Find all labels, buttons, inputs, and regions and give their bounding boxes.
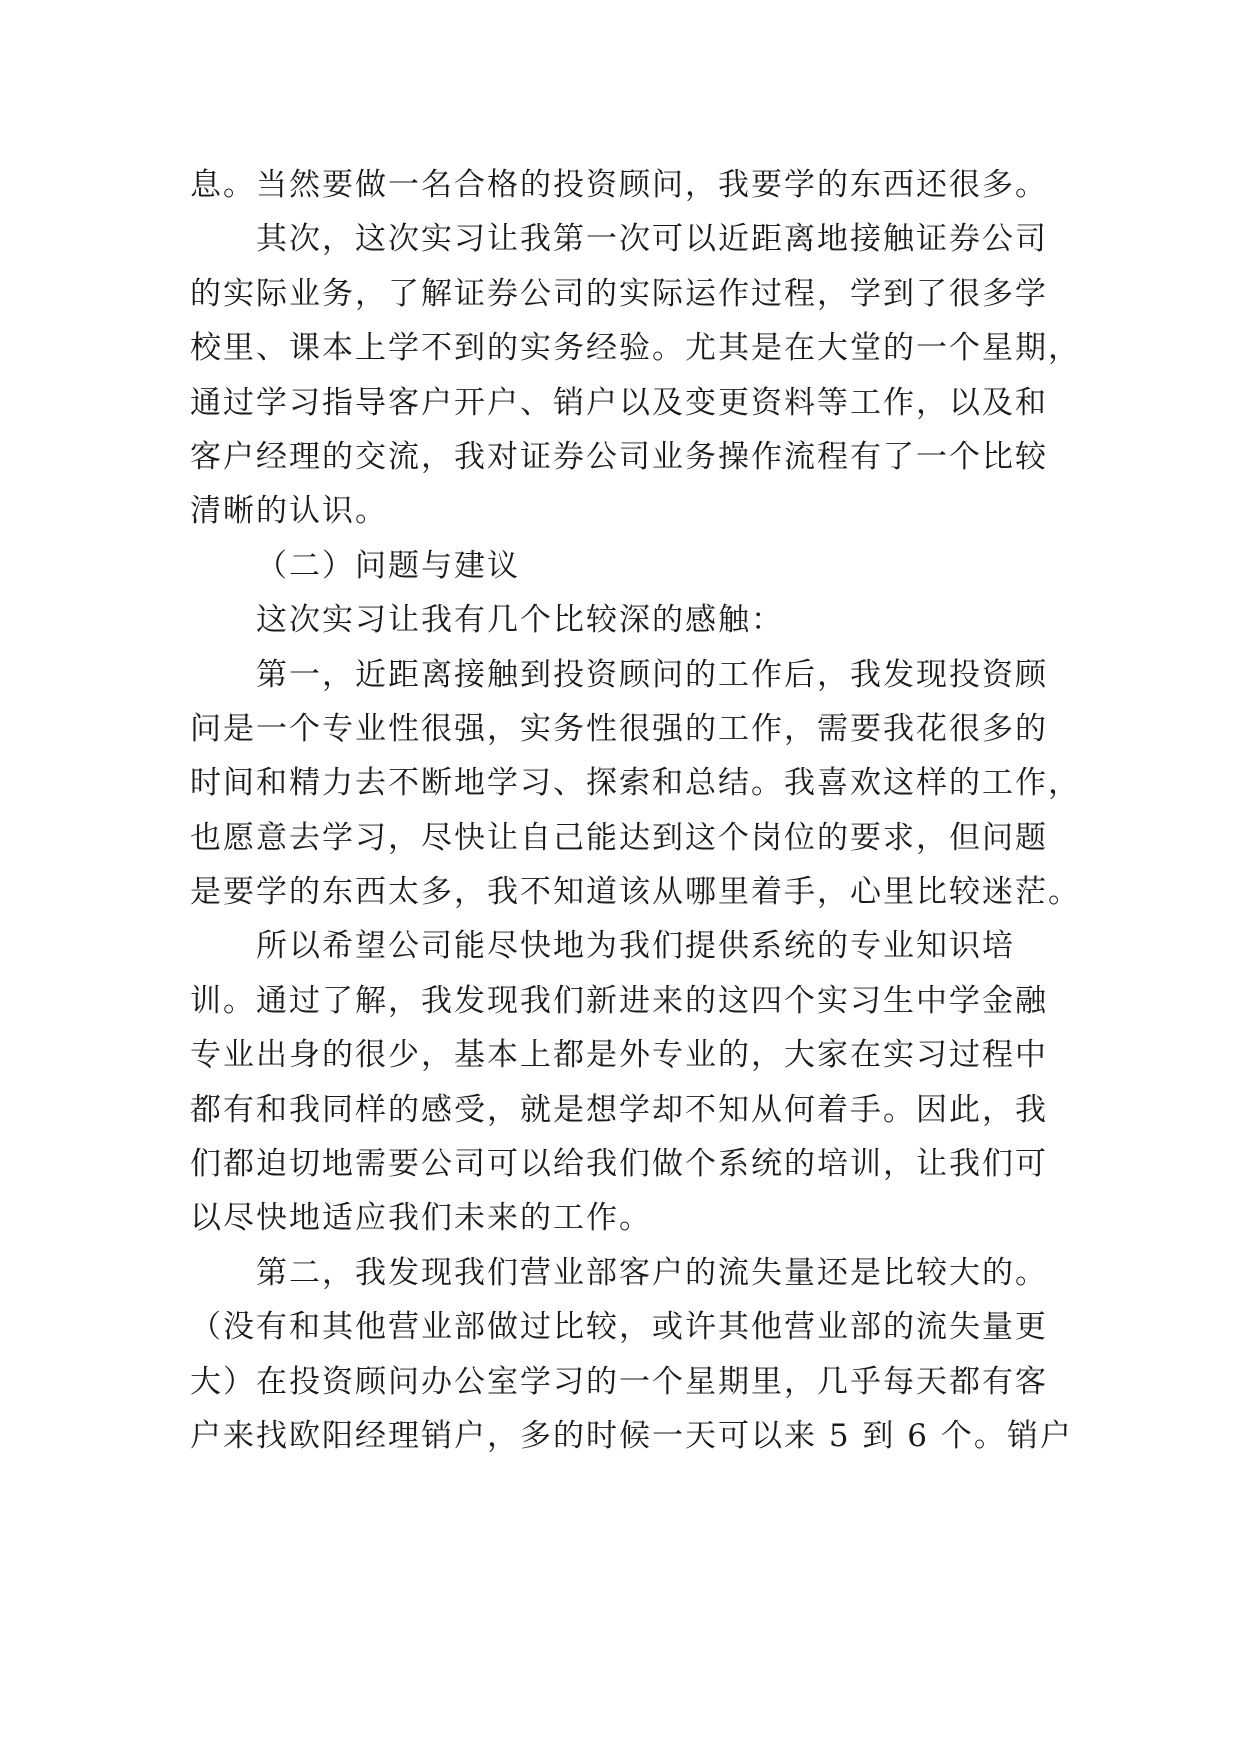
text-line: 们都迫切地需要公司可以给我们做个系统的培训，让我们可 [190,1146,1048,1183]
text-line: 专业出身的很少，基本上都是外专业的，大家在实习过程中 [190,1037,1048,1074]
text-line: 通过学习指导客户开户、销户以及变更资料等工作，以及和 [190,384,1048,421]
text-line: 是要学的东西太多，我不知道该从哪里着手，心里比较迷茫。 [190,874,1081,911]
text-line: 客户经理的交流，我对证券公司业务操作流程有了一个比较 [190,438,1048,475]
paragraph-start-line: 其次，这次实习让我第一次可以近距离地接触证券公司 [256,221,1048,258]
text-line: 问是一个专业性很强，实务性很强的工作，需要我花很多的 [190,710,1048,747]
section-heading: （二）问题与建议 [256,547,520,584]
text-line: 都有和我同样的感受，就是想学却不知从何着手。因此，我 [190,1091,1048,1128]
paragraph-start-line: 第二，我发现我们营业部客户的流失量还是比较大的。 [256,1254,1048,1291]
text-line: 户来找欧阳经理销户，多的时候一天可以来 5 到 6 个。销户 [190,1417,1073,1454]
document-body [190,158,1081,1463]
text-line: 也愿意去学习，尽快让自己能达到这个岗位的要求，但问题 [190,819,1048,856]
paragraph-start-line: 所以希望公司能尽快地为我们提供系统的专业知识培 [256,928,1015,965]
text-line: 校里、课本上学不到的实务经验。尤其是在大堂的一个星期， [190,330,1081,367]
text-line: 大）在投资顾问办公室学习的一个星期里，几乎每天都有客 [190,1363,1048,1400]
text-line: 训。通过了解，我发现我们新进来的这四个实习生中学金融 [190,982,1048,1019]
paragraph-start-line: 这次实习让我有几个比较深的感触： [256,602,784,639]
text-line: 清晰的认识。 [190,493,388,530]
text-line: （没有和其他营业部做过比较，或许其他营业部的流失量更 [190,1309,1048,1346]
paragraph-start-line: 第一，近距离接触到投资顾问的工作后，我发现投资顾 [256,656,1048,693]
text-line: 以尽快地适应我们未来的工作。 [190,1200,652,1237]
text-line: 息。当然要做一名合格的投资顾问，我要学的东西还很多。 [190,167,1048,203]
text-line: 的实际业务，了解证券公司的实际运作过程，学到了很多学 [190,275,1048,312]
text-line: 时间和精力去不断地学习、探索和总结。我喜欢这样的工作， [190,765,1081,802]
